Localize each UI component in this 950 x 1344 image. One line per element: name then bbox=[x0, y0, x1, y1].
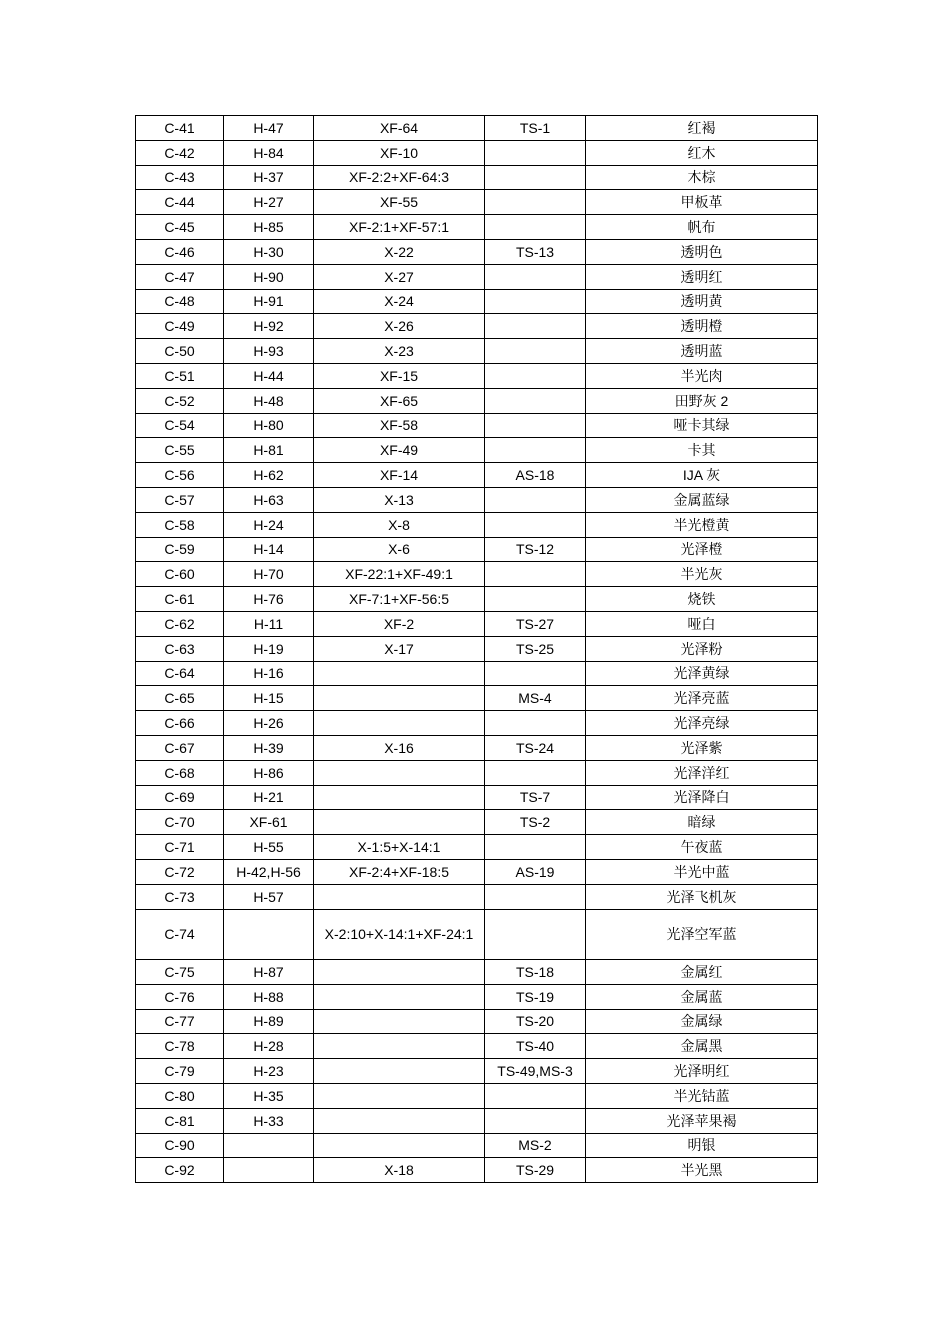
ts-code-cell: MS-4 bbox=[485, 686, 586, 711]
code-cell: C-55 bbox=[136, 438, 224, 463]
color-name-cell: 金属黑 bbox=[586, 1034, 818, 1059]
table-row bbox=[136, 463, 818, 488]
code-cell: C-90 bbox=[136, 1133, 224, 1158]
table-row bbox=[136, 438, 818, 463]
h-code-cell: XF-61 bbox=[224, 810, 314, 835]
code-cell: C-67 bbox=[136, 735, 224, 760]
h-code-cell: H-14 bbox=[224, 537, 314, 562]
xf-code-cell: XF-7:1+XF-56:5 bbox=[314, 587, 485, 612]
table-row bbox=[136, 1059, 818, 1084]
color-name-cell: 金属蓝 bbox=[586, 984, 818, 1009]
xf-code-cell: XF-10 bbox=[314, 140, 485, 165]
code-cell: C-49 bbox=[136, 314, 224, 339]
h-code-cell: H-90 bbox=[224, 264, 314, 289]
ts-code-cell bbox=[485, 165, 586, 190]
code-cell: C-58 bbox=[136, 512, 224, 537]
code-cell: C-59 bbox=[136, 537, 224, 562]
table-row bbox=[136, 413, 818, 438]
ts-code-cell bbox=[485, 835, 586, 860]
ts-code-cell bbox=[485, 661, 586, 686]
table-row bbox=[136, 339, 818, 364]
table-row bbox=[136, 859, 818, 884]
code-cell: C-79 bbox=[136, 1059, 224, 1084]
ts-code-cell bbox=[485, 363, 586, 388]
xf-code-cell: XF-58 bbox=[314, 413, 485, 438]
h-code-cell: H-57 bbox=[224, 884, 314, 909]
color-name-cell: 光泽飞机灰 bbox=[586, 884, 818, 909]
ts-code-cell bbox=[485, 587, 586, 612]
table-row bbox=[136, 314, 818, 339]
color-name-cell: 午夜蓝 bbox=[586, 835, 818, 860]
xf-code-cell: X-26 bbox=[314, 314, 485, 339]
code-cell: C-66 bbox=[136, 711, 224, 736]
code-cell: C-60 bbox=[136, 562, 224, 587]
xf-code-cell bbox=[314, 1083, 485, 1108]
ts-code-cell: TS-29 bbox=[485, 1158, 586, 1183]
ts-code-cell: TS-7 bbox=[485, 785, 586, 810]
color-name-cell: 透明黄 bbox=[586, 289, 818, 314]
code-cell: C-45 bbox=[136, 215, 224, 240]
xf-code-cell bbox=[314, 1059, 485, 1084]
h-code-cell: H-93 bbox=[224, 339, 314, 364]
ts-code-cell: TS-25 bbox=[485, 636, 586, 661]
ts-code-cell: TS-12 bbox=[485, 537, 586, 562]
color-name-cell: 金属蓝绿 bbox=[586, 487, 818, 512]
ts-code-cell bbox=[485, 487, 586, 512]
color-name-cell: 烧铁 bbox=[586, 587, 818, 612]
ts-code-cell: TS-20 bbox=[485, 1009, 586, 1034]
xf-code-cell: XF-22:1+XF-49:1 bbox=[314, 562, 485, 587]
color-name-cell: 红褐 bbox=[586, 116, 818, 141]
code-cell: C-65 bbox=[136, 686, 224, 711]
ts-code-cell bbox=[485, 562, 586, 587]
code-cell: C-69 bbox=[136, 785, 224, 810]
table-row bbox=[136, 487, 818, 512]
code-cell: C-80 bbox=[136, 1083, 224, 1108]
h-code-cell: H-47 bbox=[224, 116, 314, 141]
ts-code-cell bbox=[485, 339, 586, 364]
code-cell: C-76 bbox=[136, 984, 224, 1009]
ts-code-cell bbox=[485, 215, 586, 240]
h-code-cell: H-24 bbox=[224, 512, 314, 537]
ts-code-cell bbox=[485, 884, 586, 909]
h-code-cell: H-62 bbox=[224, 463, 314, 488]
paint-conversion-table bbox=[135, 115, 818, 1183]
xf-code-cell: XF-15 bbox=[314, 363, 485, 388]
code-cell: C-43 bbox=[136, 165, 224, 190]
ts-code-cell bbox=[485, 1108, 586, 1133]
h-code-cell: H-27 bbox=[224, 190, 314, 215]
color-name-cell: 光泽橙 bbox=[586, 537, 818, 562]
color-name-cell: 光泽亮蓝 bbox=[586, 686, 818, 711]
table-row bbox=[136, 1083, 818, 1108]
color-name-cell: 透明橙 bbox=[586, 314, 818, 339]
h-code-cell: H-85 bbox=[224, 215, 314, 240]
h-code-cell: H-86 bbox=[224, 760, 314, 785]
table-row bbox=[136, 884, 818, 909]
xf-code-cell bbox=[314, 1009, 485, 1034]
xf-code-cell: X-1:5+X-14:1 bbox=[314, 835, 485, 860]
h-code-cell: H-35 bbox=[224, 1083, 314, 1108]
ts-code-cell: MS-2 bbox=[485, 1133, 586, 1158]
ts-code-cell: TS-24 bbox=[485, 735, 586, 760]
h-code-cell: H-42,H-56 bbox=[224, 859, 314, 884]
color-name-cell: IJA 灰 bbox=[586, 463, 818, 488]
code-cell: C-54 bbox=[136, 413, 224, 438]
code-cell: C-62 bbox=[136, 611, 224, 636]
table-row bbox=[136, 239, 818, 264]
color-name-cell: 半光钴蓝 bbox=[586, 1083, 818, 1108]
xf-code-cell: XF-14 bbox=[314, 463, 485, 488]
h-code-cell: H-81 bbox=[224, 438, 314, 463]
code-cell: C-81 bbox=[136, 1108, 224, 1133]
code-cell: C-70 bbox=[136, 810, 224, 835]
ts-code-cell bbox=[485, 909, 586, 960]
h-code-cell: H-55 bbox=[224, 835, 314, 860]
table-row bbox=[136, 810, 818, 835]
color-name-cell: 半光灰 bbox=[586, 562, 818, 587]
table-row bbox=[136, 116, 818, 141]
color-name-cell: 红木 bbox=[586, 140, 818, 165]
xf-code-cell bbox=[314, 1034, 485, 1059]
xf-code-cell: X-17 bbox=[314, 636, 485, 661]
xf-code-cell: X-18 bbox=[314, 1158, 485, 1183]
table-row bbox=[136, 1009, 818, 1034]
ts-code-cell: TS-18 bbox=[485, 960, 586, 985]
table-row bbox=[136, 960, 818, 985]
code-cell: C-63 bbox=[136, 636, 224, 661]
code-cell: C-48 bbox=[136, 289, 224, 314]
color-name-cell: 光泽紫 bbox=[586, 735, 818, 760]
table-row bbox=[136, 984, 818, 1009]
code-cell: C-92 bbox=[136, 1158, 224, 1183]
table-row bbox=[136, 1034, 818, 1059]
ts-code-cell bbox=[485, 388, 586, 413]
ts-code-cell: TS-2 bbox=[485, 810, 586, 835]
ts-code-cell bbox=[485, 289, 586, 314]
code-cell: C-77 bbox=[136, 1009, 224, 1034]
xf-code-cell bbox=[314, 1108, 485, 1133]
xf-code-cell: XF-2:4+XF-18:5 bbox=[314, 859, 485, 884]
h-code-cell: H-19 bbox=[224, 636, 314, 661]
code-cell: C-42 bbox=[136, 140, 224, 165]
h-code-cell: H-44 bbox=[224, 363, 314, 388]
code-cell: C-73 bbox=[136, 884, 224, 909]
xf-code-cell: X-22 bbox=[314, 239, 485, 264]
code-cell: C-57 bbox=[136, 487, 224, 512]
code-cell: C-61 bbox=[136, 587, 224, 612]
xf-code-cell bbox=[314, 661, 485, 686]
h-code-cell: H-80 bbox=[224, 413, 314, 438]
h-code-cell: H-48 bbox=[224, 388, 314, 413]
xf-code-cell: X-27 bbox=[314, 264, 485, 289]
ts-code-cell bbox=[485, 711, 586, 736]
ts-code-cell bbox=[485, 264, 586, 289]
xf-code-cell: X-16 bbox=[314, 735, 485, 760]
xf-code-cell bbox=[314, 984, 485, 1009]
table-row bbox=[136, 140, 818, 165]
h-code-cell: H-16 bbox=[224, 661, 314, 686]
code-cell: C-52 bbox=[136, 388, 224, 413]
xf-code-cell bbox=[314, 760, 485, 785]
xf-code-cell: X-23 bbox=[314, 339, 485, 364]
ts-code-cell bbox=[485, 140, 586, 165]
code-cell: C-41 bbox=[136, 116, 224, 141]
h-code-cell: H-70 bbox=[224, 562, 314, 587]
ts-code-cell: TS-49,MS-3 bbox=[485, 1059, 586, 1084]
xf-code-cell: XF-49 bbox=[314, 438, 485, 463]
ts-code-cell bbox=[485, 413, 586, 438]
color-name-cell: 哑白 bbox=[586, 611, 818, 636]
table-row bbox=[136, 711, 818, 736]
xf-code-cell bbox=[314, 810, 485, 835]
h-code-cell: H-76 bbox=[224, 587, 314, 612]
color-name-cell: 光泽明红 bbox=[586, 1059, 818, 1084]
ts-code-cell bbox=[485, 190, 586, 215]
h-code-cell: H-84 bbox=[224, 140, 314, 165]
xf-code-cell: XF-64 bbox=[314, 116, 485, 141]
table-row bbox=[136, 735, 818, 760]
h-code-cell: H-88 bbox=[224, 984, 314, 1009]
code-cell: C-44 bbox=[136, 190, 224, 215]
h-code-cell: H-92 bbox=[224, 314, 314, 339]
ts-code-cell: TS-19 bbox=[485, 984, 586, 1009]
table-row bbox=[136, 909, 818, 960]
xf-code-cell bbox=[314, 711, 485, 736]
h-code-cell bbox=[224, 1133, 314, 1158]
ts-code-cell bbox=[485, 314, 586, 339]
table-row bbox=[136, 537, 818, 562]
table-row bbox=[136, 388, 818, 413]
h-code-cell: H-28 bbox=[224, 1034, 314, 1059]
ts-code-cell: AS-18 bbox=[485, 463, 586, 488]
h-code-cell: H-23 bbox=[224, 1059, 314, 1084]
color-name-cell: 卡其 bbox=[586, 438, 818, 463]
ts-code-cell bbox=[485, 760, 586, 785]
h-code-cell: H-91 bbox=[224, 289, 314, 314]
xf-code-cell: X-8 bbox=[314, 512, 485, 537]
color-name-cell: 哑卡其绿 bbox=[586, 413, 818, 438]
table-row bbox=[136, 363, 818, 388]
table-row bbox=[136, 1133, 818, 1158]
code-cell: C-75 bbox=[136, 960, 224, 985]
xf-code-cell bbox=[314, 686, 485, 711]
h-code-cell: H-15 bbox=[224, 686, 314, 711]
code-cell: C-51 bbox=[136, 363, 224, 388]
table-row bbox=[136, 165, 818, 190]
xf-code-cell bbox=[314, 960, 485, 985]
color-name-cell: 光泽苹果褐 bbox=[586, 1108, 818, 1133]
color-name-cell: 透明蓝 bbox=[586, 339, 818, 364]
code-cell: C-74 bbox=[136, 909, 224, 960]
table-row bbox=[136, 1158, 818, 1183]
h-code-cell: H-89 bbox=[224, 1009, 314, 1034]
color-name-cell: 金属红 bbox=[586, 960, 818, 985]
table-row bbox=[136, 760, 818, 785]
table-row bbox=[136, 611, 818, 636]
xf-code-cell: X-2:10+X-14:1+XF-24:1 bbox=[314, 909, 485, 960]
table-row bbox=[136, 1108, 818, 1133]
color-name-cell: 半光橙黄 bbox=[586, 512, 818, 537]
table-body bbox=[136, 116, 818, 1183]
code-cell: C-50 bbox=[136, 339, 224, 364]
ts-code-cell: TS-27 bbox=[485, 611, 586, 636]
code-cell: C-46 bbox=[136, 239, 224, 264]
table-row bbox=[136, 587, 818, 612]
h-code-cell: H-21 bbox=[224, 785, 314, 810]
xf-code-cell: XF-2:2+XF-64:3 bbox=[314, 165, 485, 190]
ts-code-cell bbox=[485, 438, 586, 463]
xf-code-cell bbox=[314, 1133, 485, 1158]
color-name-cell: 光泽亮绿 bbox=[586, 711, 818, 736]
ts-code-cell: TS-13 bbox=[485, 239, 586, 264]
table-row bbox=[136, 562, 818, 587]
color-name-cell: 半光黑 bbox=[586, 1158, 818, 1183]
table-row bbox=[136, 686, 818, 711]
xf-code-cell bbox=[314, 884, 485, 909]
color-name-cell: 木棕 bbox=[586, 165, 818, 190]
ts-code-cell bbox=[485, 1083, 586, 1108]
table-row bbox=[136, 785, 818, 810]
xf-code-cell: X-6 bbox=[314, 537, 485, 562]
table-row bbox=[136, 835, 818, 860]
h-code-cell: H-33 bbox=[224, 1108, 314, 1133]
ts-code-cell: AS-19 bbox=[485, 859, 586, 884]
xf-code-cell: XF-55 bbox=[314, 190, 485, 215]
ts-code-cell: TS-1 bbox=[485, 116, 586, 141]
xf-code-cell: XF-2 bbox=[314, 611, 485, 636]
color-name-cell: 甲板革 bbox=[586, 190, 818, 215]
color-name-cell: 半光肉 bbox=[586, 363, 818, 388]
h-code-cell: H-37 bbox=[224, 165, 314, 190]
xf-code-cell: X-24 bbox=[314, 289, 485, 314]
color-name-cell: 明银 bbox=[586, 1133, 818, 1158]
color-name-cell: 光泽空军蓝 bbox=[586, 909, 818, 960]
ts-code-cell bbox=[485, 512, 586, 537]
h-code-cell: H-30 bbox=[224, 239, 314, 264]
h-code-cell: H-11 bbox=[224, 611, 314, 636]
color-name-cell: 暗绿 bbox=[586, 810, 818, 835]
xf-code-cell bbox=[314, 785, 485, 810]
color-name-cell: 帆布 bbox=[586, 215, 818, 240]
xf-code-cell: XF-2:1+XF-57:1 bbox=[314, 215, 485, 240]
code-cell: C-47 bbox=[136, 264, 224, 289]
color-name-cell: 光泽黄绿 bbox=[586, 661, 818, 686]
h-code-cell: H-87 bbox=[224, 960, 314, 985]
color-name-cell: 透明色 bbox=[586, 239, 818, 264]
table-row bbox=[136, 215, 818, 240]
code-cell: C-71 bbox=[136, 835, 224, 860]
table-row bbox=[136, 190, 818, 215]
ts-code-cell: TS-40 bbox=[485, 1034, 586, 1059]
xf-code-cell: XF-65 bbox=[314, 388, 485, 413]
table-row bbox=[136, 289, 818, 314]
h-code-cell bbox=[224, 909, 314, 960]
table-row bbox=[136, 661, 818, 686]
code-cell: C-72 bbox=[136, 859, 224, 884]
table-row bbox=[136, 636, 818, 661]
color-name-cell: 光泽粉 bbox=[586, 636, 818, 661]
h-code-cell: H-39 bbox=[224, 735, 314, 760]
code-cell: C-68 bbox=[136, 760, 224, 785]
table-row bbox=[136, 264, 818, 289]
color-name-cell: 透明红 bbox=[586, 264, 818, 289]
h-code-cell: H-26 bbox=[224, 711, 314, 736]
h-code-cell bbox=[224, 1158, 314, 1183]
code-cell: C-64 bbox=[136, 661, 224, 686]
color-name-cell: 田野灰 2 bbox=[586, 388, 818, 413]
code-cell: C-56 bbox=[136, 463, 224, 488]
code-cell: C-78 bbox=[136, 1034, 224, 1059]
xf-code-cell: X-13 bbox=[314, 487, 485, 512]
color-name-cell: 光泽洋红 bbox=[586, 760, 818, 785]
table-row bbox=[136, 512, 818, 537]
color-name-cell: 金属绿 bbox=[586, 1009, 818, 1034]
h-code-cell: H-63 bbox=[224, 487, 314, 512]
color-name-cell: 半光中蓝 bbox=[586, 859, 818, 884]
color-name-cell: 光泽降白 bbox=[586, 785, 818, 810]
